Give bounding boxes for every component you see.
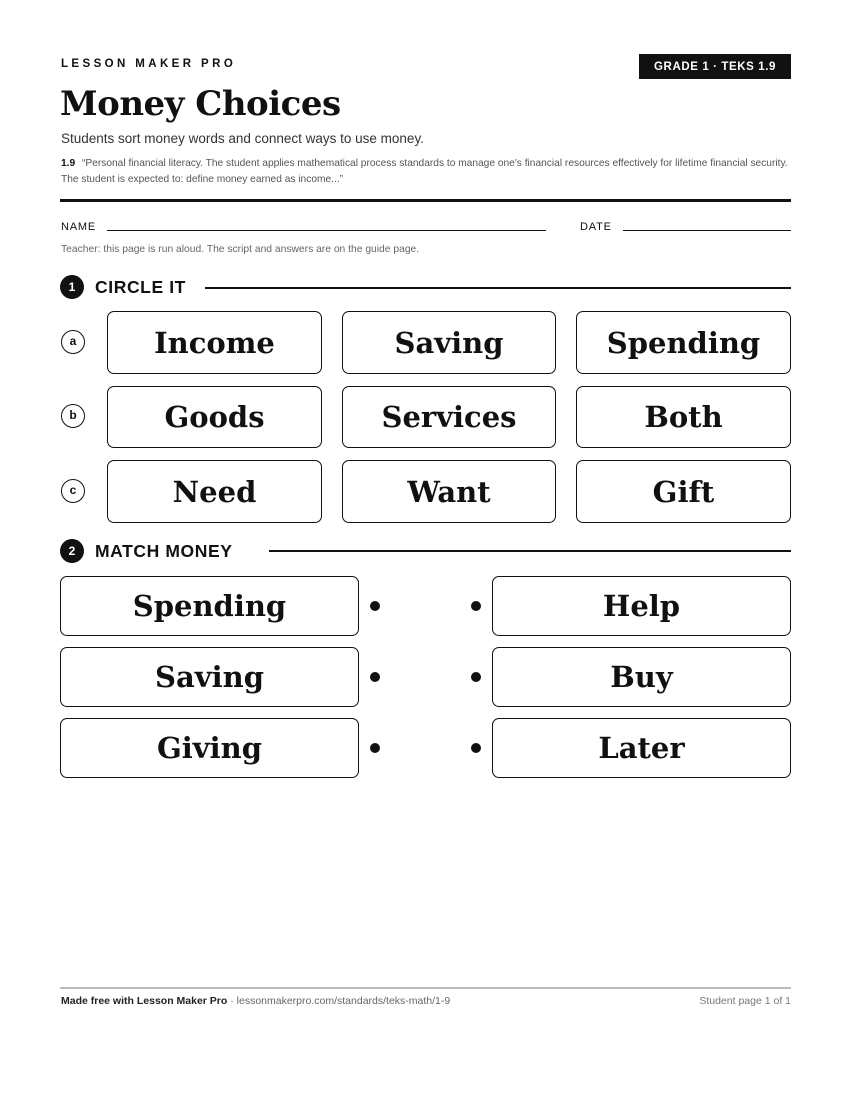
grade-badge: GRADE 1 · TEKS 1.9 [639,54,791,79]
match-dot-left-1[interactable] [370,601,380,611]
section-1-number: 1 [60,275,84,299]
match-left-saving[interactable]: Saving [60,647,359,707]
footer-page-number: Student page 1 of 1 [699,995,791,1007]
section-2-rule [269,550,791,552]
standard-quote: “Personal financial literacy. The student applies mathematical process standards to manage one's financial resources effectively for lifetime financial security. The student is expected to: define money earned as income...” [61,158,788,185]
footer-divider [60,987,791,989]
match-right-buy[interactable]: Buy [492,647,791,707]
standard-code: 1.9 [61,158,76,169]
name-field[interactable] [107,230,546,231]
section-2-heading [60,539,233,563]
row-letter-c: c [61,479,85,503]
section-2-number: 2 [60,539,84,563]
date-label: DATE [580,221,612,233]
match-right-later[interactable]: Later [492,718,791,778]
choice-goods[interactable]: Goods [107,386,322,448]
choice-income[interactable]: Income [107,311,322,374]
page-title: Money Choices [60,84,341,124]
match-left-giving[interactable]: Giving [60,718,359,778]
section-1-title: CIRCLE IT [95,276,186,297]
choice-want[interactable]: Want [342,460,556,523]
page-subtitle: Students sort money words and connect ways to use money. [61,131,424,146]
footer-made-with: Made free with Lesson Maker Pro [61,995,228,1007]
name-label: NAME [61,221,96,233]
match-dot-left-2[interactable] [370,672,380,682]
brand-name: LESSON MAKER PRO [61,58,237,70]
choice-services[interactable]: Services [342,386,556,448]
choice-gift[interactable]: Gift [576,460,791,523]
choice-spending[interactable]: Spending [576,311,791,374]
section-1-rule [205,287,791,289]
match-dot-right-3[interactable] [471,743,481,753]
footer-url[interactable]: · lessonmakerpro.com/standards/teks-math/1-9 [227,995,451,1007]
choice-need[interactable]: Need [107,460,322,523]
row-letter-a: a [61,330,85,354]
match-dot-right-2[interactable] [471,672,481,682]
standard-text [61,156,791,188]
match-right-help[interactable]: Help [492,576,791,636]
section-1-heading [60,275,186,299]
header-divider [60,199,791,202]
section-2-title: MATCH MONEY [95,540,233,561]
footer-credit [61,995,450,1007]
choice-both[interactable]: Both [576,386,791,448]
row-letter-b: b [61,404,85,428]
match-dot-left-3[interactable] [370,743,380,753]
date-field[interactable] [623,230,791,231]
match-left-spending[interactable]: Spending [60,576,359,636]
match-dot-right-1[interactable] [471,601,481,611]
choice-saving[interactable]: Saving [342,311,556,374]
teacher-note: Teacher: this page is run aloud. The script and answers are on the guide page. [61,244,420,255]
